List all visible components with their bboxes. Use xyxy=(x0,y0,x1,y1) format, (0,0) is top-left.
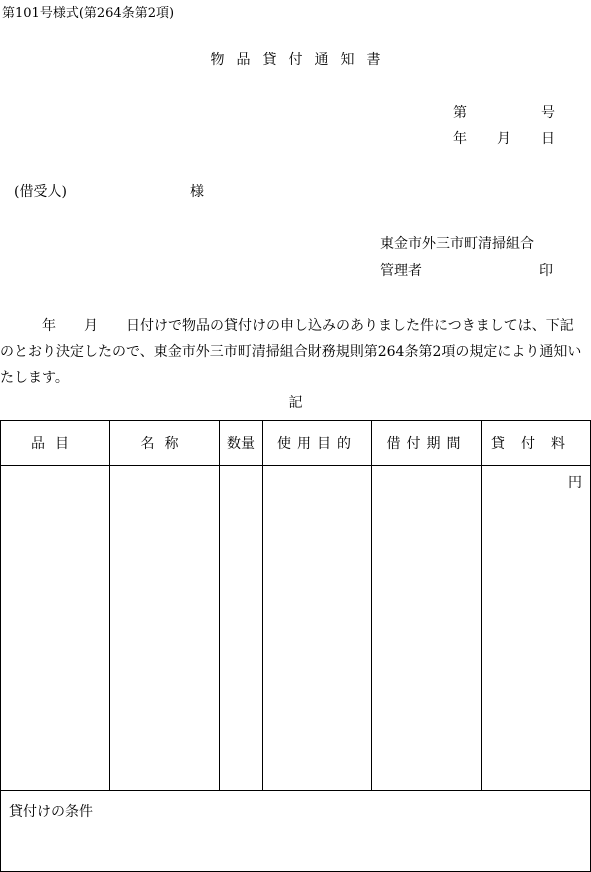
conditions-cell[interactable] xyxy=(1,791,591,872)
borrower-label: (借受人) xyxy=(14,184,67,200)
cell-meisho[interactable] xyxy=(110,466,220,791)
number-suffix: 号 xyxy=(541,105,555,121)
header-kashitsuke-kikan: 借付期間 xyxy=(372,421,482,466)
header-suryo: 数量 xyxy=(220,421,263,466)
header-hinmoku: 品目 xyxy=(1,421,110,466)
conditions-label: 貸付けの条件 xyxy=(9,804,93,820)
header-meisho: 名称 xyxy=(110,421,220,466)
items-table xyxy=(0,420,591,872)
table-body-row xyxy=(1,466,591,791)
document-title: 物品貸付通知書 xyxy=(210,52,393,68)
date-month: 月 xyxy=(497,131,511,147)
seal-mark: 印 xyxy=(539,263,553,279)
issuer-title: 管理者 xyxy=(380,263,422,279)
table-header-row xyxy=(1,421,591,466)
cell-hinmoku[interactable] xyxy=(1,466,110,791)
conditions-row xyxy=(1,791,591,872)
cell-suryo[interactable] xyxy=(220,466,263,791)
cell-kashitsuke-kikan[interactable] xyxy=(372,466,482,791)
yen-unit: 円 xyxy=(568,475,582,491)
honorific-sama: 様 xyxy=(190,184,204,200)
number-prefix: 第 xyxy=(453,105,467,121)
form-number: 第101号様式(第264条第2項) xyxy=(2,6,175,21)
header-kashitsuke-ryo: 貸付料 xyxy=(482,421,591,466)
ki-heading: 記 xyxy=(288,395,303,411)
notice-body: 年 月 日付けで物品の貸付けの申し込みのありました件につきましては、下記のとおり決定したので、東金市外三市町清掃組合財務規則第264条第2項の規定により通知いたします。 xyxy=(0,318,582,386)
date-day: 日 xyxy=(541,131,555,147)
header-shiyo-mokuteki: 使用目的 xyxy=(263,421,372,466)
cell-shiyo-mokuteki[interactable] xyxy=(263,466,372,791)
date-year: 年 xyxy=(453,131,467,147)
issuer-organization: 東金市外三市町清掃組合 xyxy=(380,236,534,252)
cell-kashitsuke-ryo[interactable] xyxy=(482,466,591,791)
